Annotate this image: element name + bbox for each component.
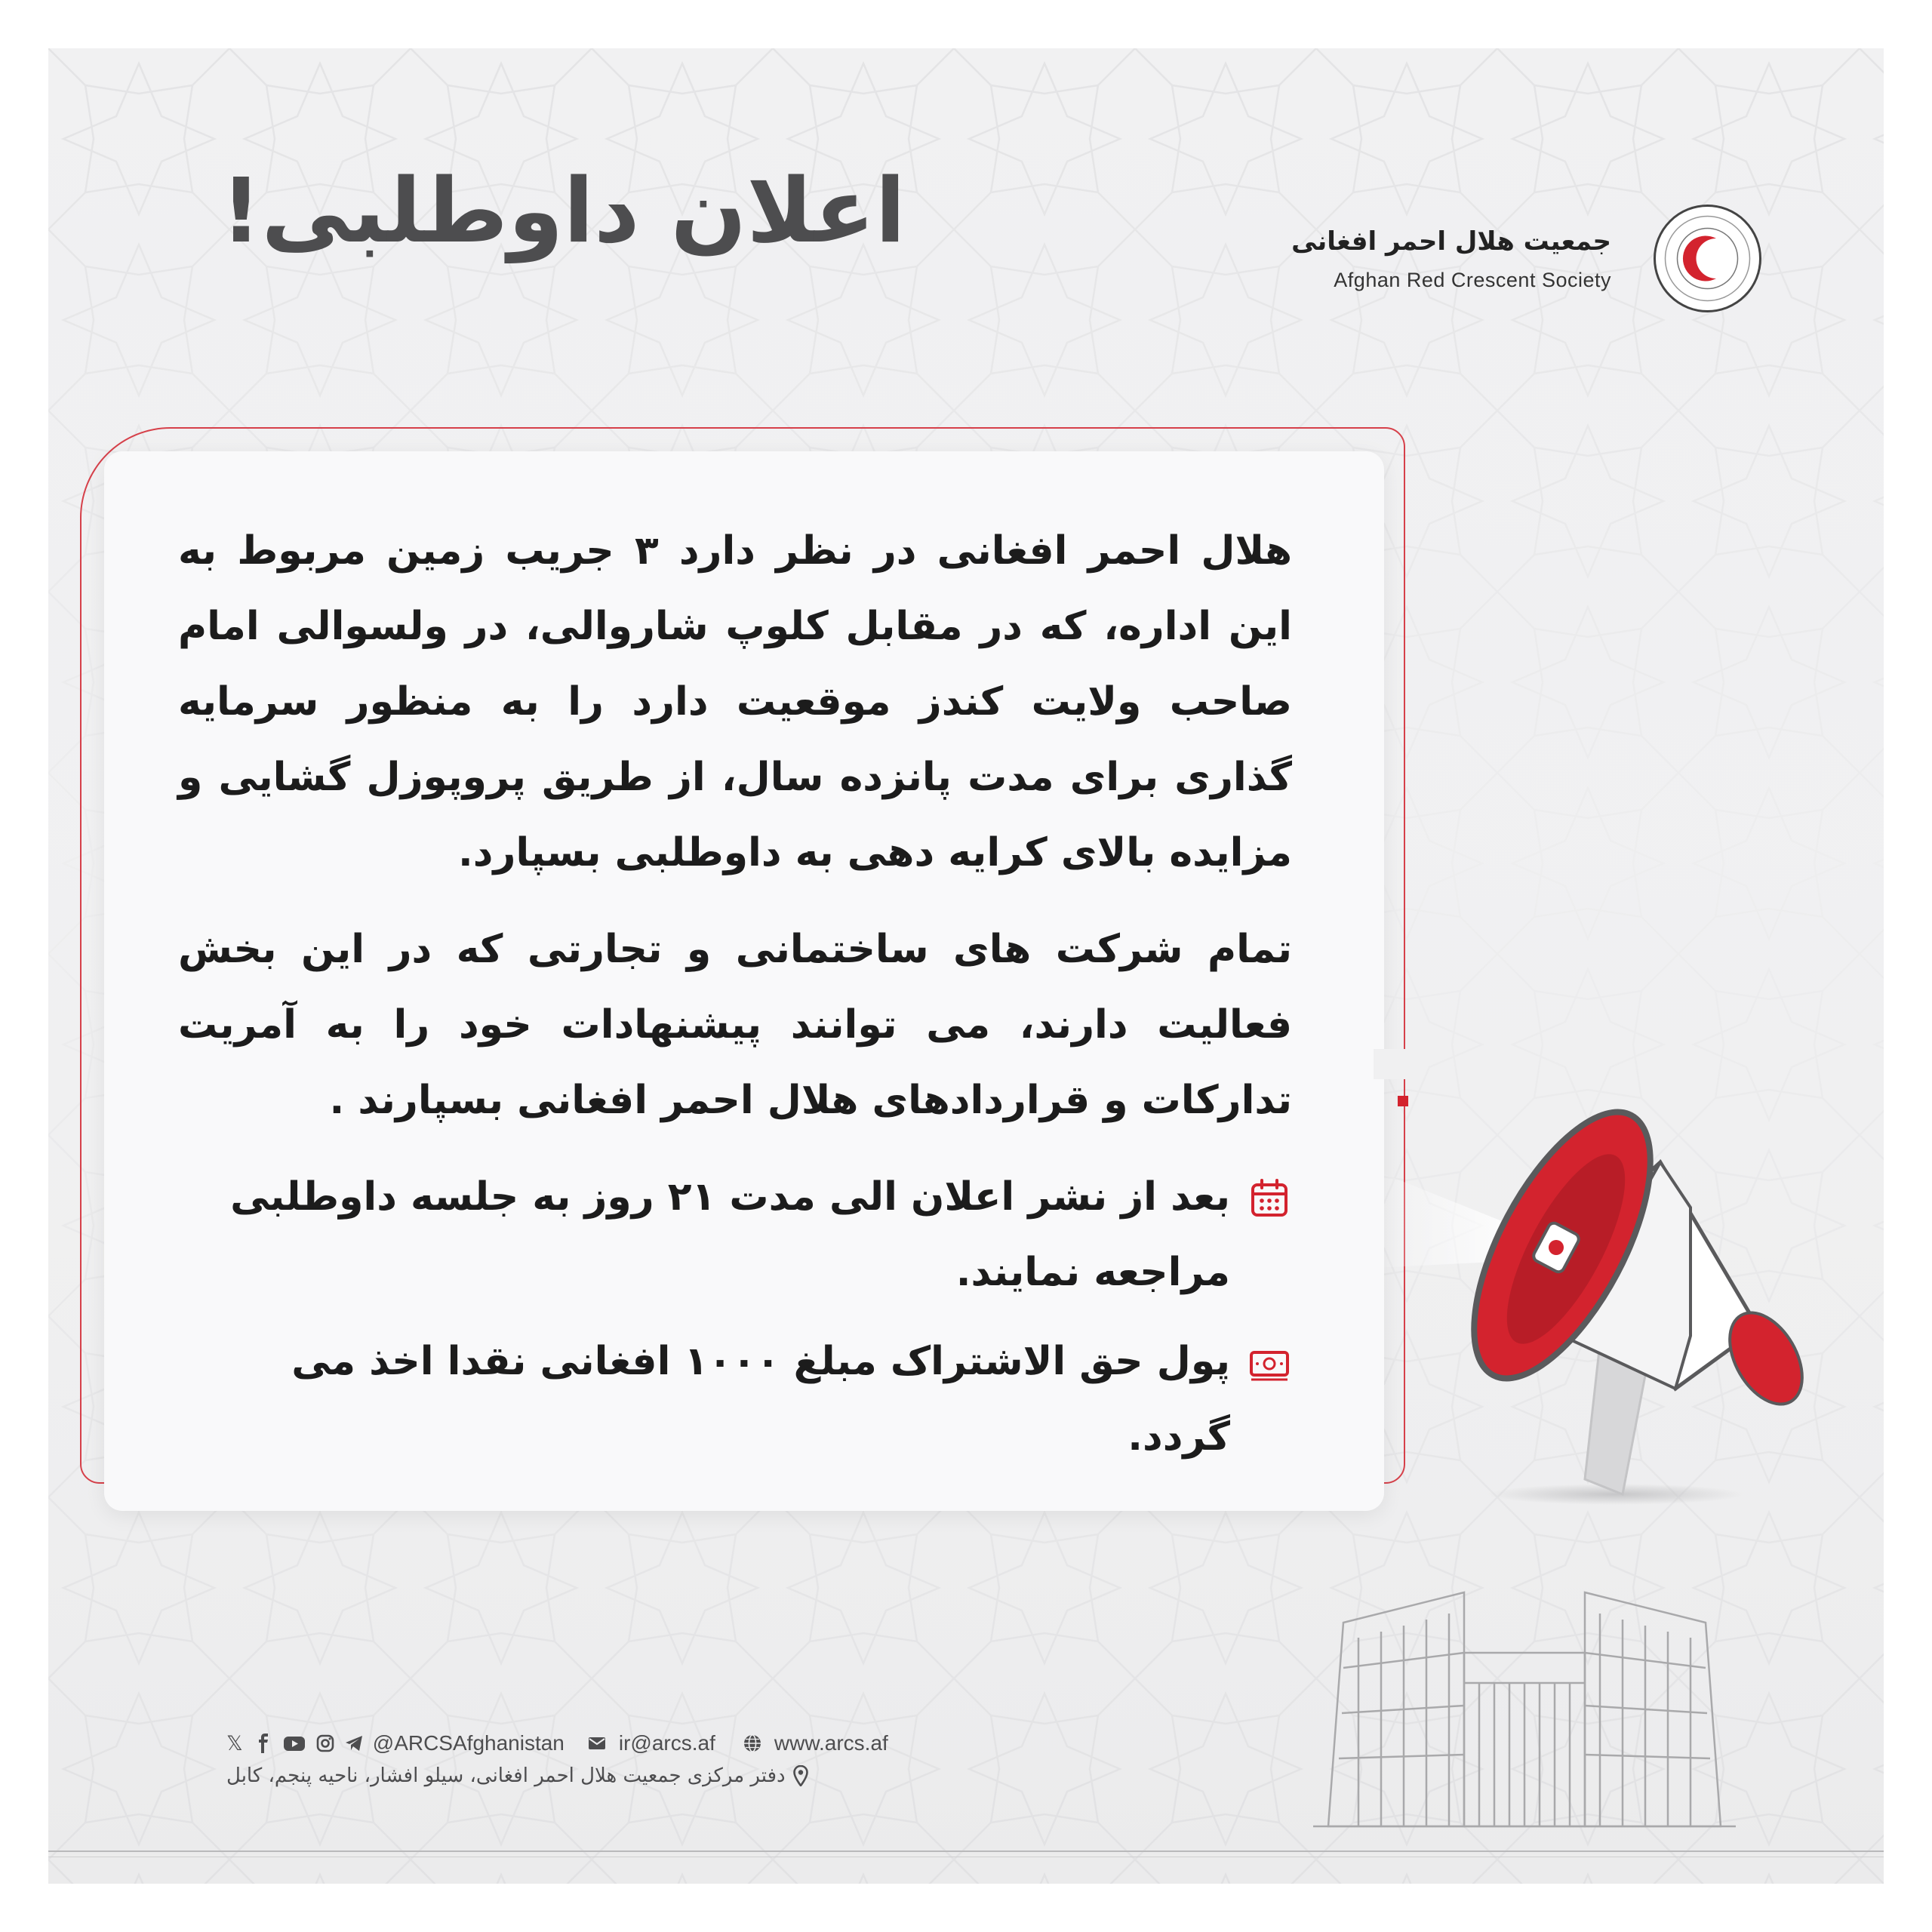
paragraph-2: تمام شرکت های ساختمانی و تجارتی که در این بخش فعالیت دارند، می توانند پیشنهادات خود را به آمریت تدارکات و قراردادهای هلال احمر افغانی بسپارند . xyxy=(178,927,1292,1123)
contact-email[interactable]: ir@arcs.af xyxy=(618,1731,715,1755)
frame-gap xyxy=(1374,1049,1419,1079)
instagram-icon[interactable] xyxy=(315,1734,335,1753)
social-handle[interactable]: @ARCSAfghanistan xyxy=(372,1731,565,1755)
x-icon[interactable]: 𝕏 xyxy=(226,1731,243,1755)
youtube-icon[interactable] xyxy=(282,1734,306,1753)
org-name-persian: جمعیت هلال احمر افغانی xyxy=(1291,226,1611,257)
footer-divider xyxy=(48,1850,1884,1852)
page-title: اعلان داوطلبی! xyxy=(220,158,906,263)
bullet-fee-text: پول حق الاشتراک مبلغ ۱۰۰۰ افغانی نقدا اخذ می گردد. xyxy=(291,1339,1230,1460)
org-name-english: Afghan Red Crescent Society xyxy=(1334,269,1611,291)
website-link[interactable]: www.arcs.af xyxy=(774,1731,888,1755)
bullet-deadline-text: بعد از نشر اعلان الی مدت ۲۱ روز به جلسه داوطلبی مراجعه نمایند. xyxy=(230,1174,1230,1295)
facebook-icon[interactable] xyxy=(254,1734,273,1753)
globe-icon xyxy=(743,1734,762,1753)
address-text: دفتر مرکزی جمعیت هلال احمر افغانی، سیلو افشار، ناحیه پنجم، کابل xyxy=(226,1764,786,1787)
footer-contacts xyxy=(226,1728,888,1758)
paragraph-1: هلال احمر افغانی در نظر دارد ۳ جریب زمین مربوط به این اداره، که در مقابل کلوپ شاروالی، در ولسوالی امام صاحب ولایت کندز موقعیت دارد را به منظور سرمایه گذاری برای مدت پانزده سال، از طریق پروپوزل گشایی و مزایده بالای کرایه دهی به داوطلبی بسپارد. xyxy=(178,528,1292,875)
headquarters-building-illustration xyxy=(1313,1577,1736,1834)
bullet-deadline xyxy=(178,1159,1292,1310)
red-crescent-logo-icon xyxy=(1653,204,1762,313)
announcement-body xyxy=(178,513,1292,1488)
money-icon xyxy=(1247,1340,1292,1386)
envelope-icon xyxy=(587,1734,607,1753)
calendar-icon xyxy=(1247,1176,1292,1221)
megaphone-icon xyxy=(1374,1087,1826,1509)
bullet-fee xyxy=(178,1324,1292,1475)
telegram-icon[interactable] xyxy=(344,1734,364,1753)
location-pin-icon xyxy=(793,1765,808,1786)
address-line xyxy=(226,1764,808,1787)
